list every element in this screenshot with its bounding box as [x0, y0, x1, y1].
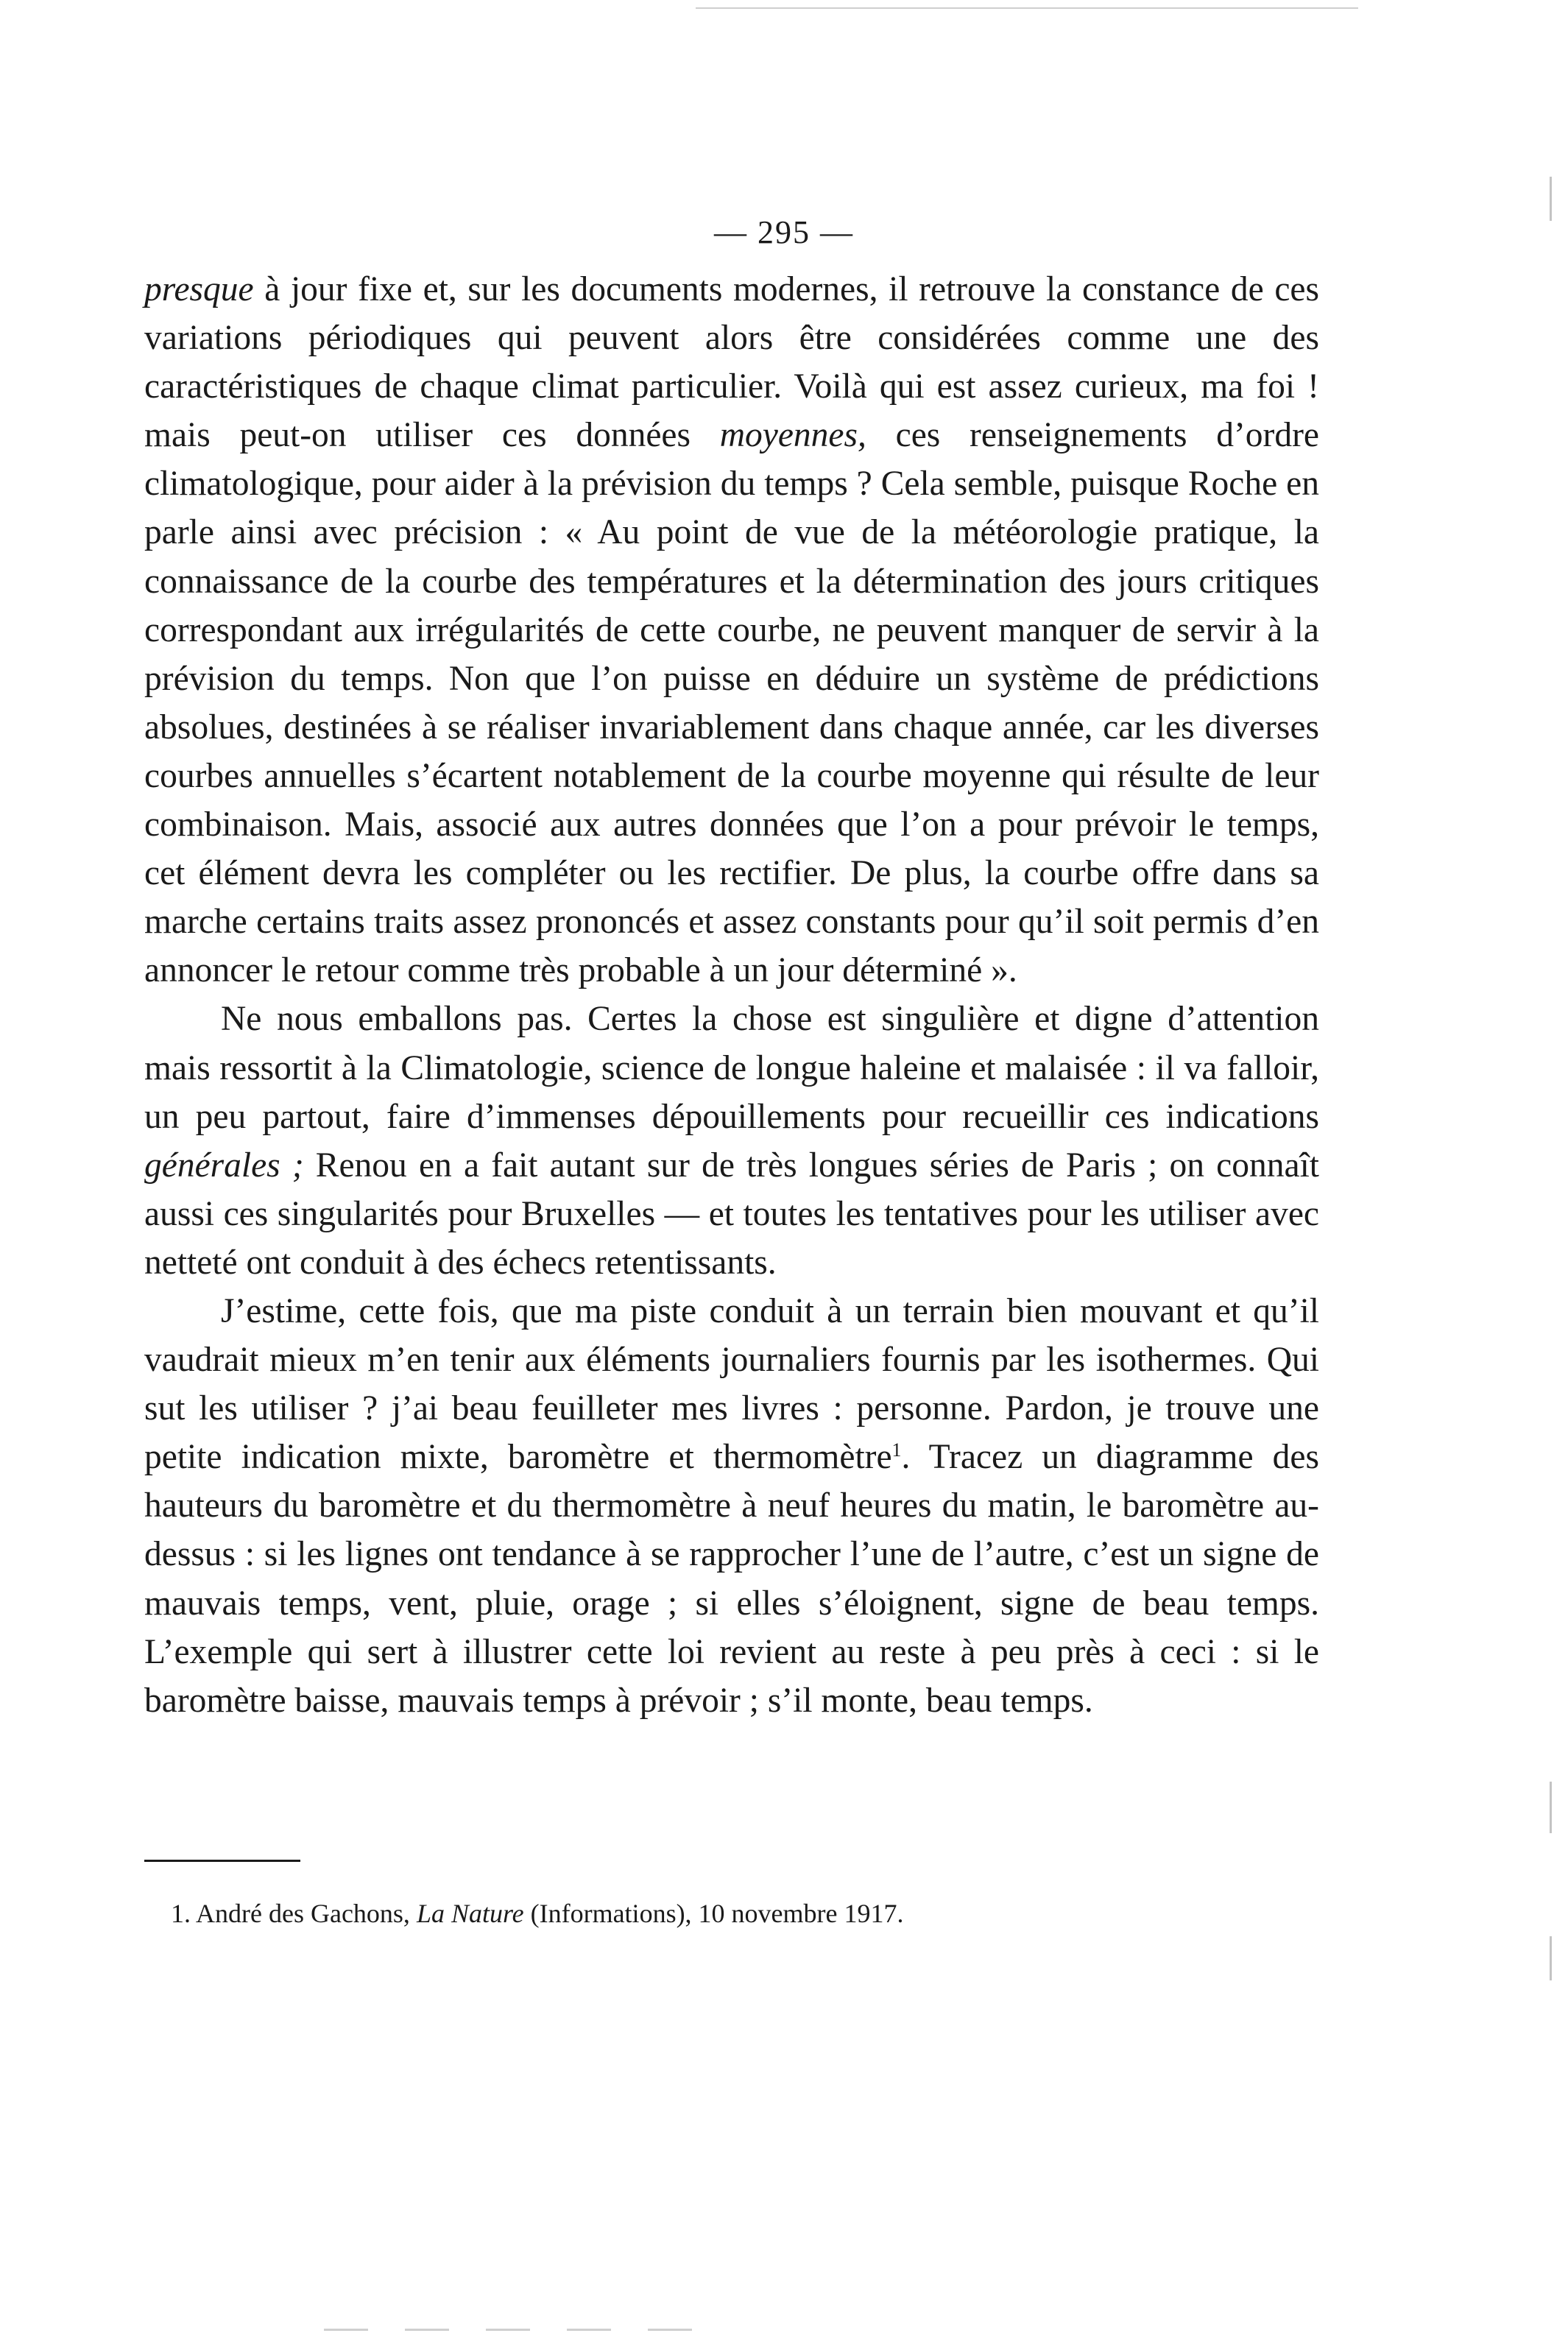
- right-edge-mark: [1550, 1936, 1552, 1980]
- paragraph-3: [144, 1287, 1319, 1725]
- footnote-details: (Informations), 10 novembre 1917.: [523, 1899, 904, 1928]
- paragraph-2: [144, 995, 1319, 1287]
- paragraph-text: Ne nous emballons pas. Certes la chose est singulière et digne d’attention mais ressortit à la Climatologie, science de longue haleine et malaisée : il va falloir, un peu partout, faire d’immenses dépouillements pour recueillir ces indications: [144, 1000, 1319, 1136]
- paragraph-text: Renou en a fait autant sur de très longues séries de Paris ; on connaît aussi ces singularités pour Bruxelles — et toutes les tentatives pour les utiliser avec netteté ont conduit à des échecs retentissants.: [144, 1146, 1319, 1282]
- paragraph-1: [144, 265, 1319, 995]
- page-number: — 295 —: [714, 214, 854, 250]
- paragraph-text: . Tracez un diagramme des hauteurs du baromètre et du thermomètre à neuf heures du matin, le baromètre au-dessus : si les lignes ont tendance à se rapprocher l’une de l’autre, c’est un signe de mauvais temps, vent, pluie, orage ; si elles s’éloignent, signe de beau temps. L’exemple qui sert à illustrer cette loi revient au reste à peu près à ceci : si le baromètre baisse, mauvais temps à prévoir ; s’il monte, beau temps.: [144, 1438, 1319, 1720]
- footnote-marker: 1.: [171, 1899, 191, 1928]
- paragraph-text: ces renseignements d’ordre climatologique, pour aider à la prévision du temps ? Cela semble, puisque Roche en parle ainsi avec précision : « Au point de vue de la météorologie pratique, la connaissance de la courbe des températures et la détermination des jours critiques correspondant aux irrégularités de cette courbe, ne peuvent manquer de servir à la prévision du temps. Non que l’on puisse en déduire un système de prédictions absolues, destinées à se réaliser invariablement dans chaque année, car les diverses courbes annuelles s’écartent notablement de la courbe moyenne qui résulte de leur combinaison. Mais, associé aux autres données que l’on a pour prévoir le temps, cet élément devra les compléter ou les rectifier. De plus, la courbe offre dans sa marche certains traits assez prononcés et assez constants pour qu’il soit permis d’en annoncer le retour comme très probable à un jour déterminé ».: [144, 416, 1319, 990]
- italic-word: moyennes,: [719, 416, 866, 455]
- top-edge-rule: [696, 7, 1358, 9]
- paragraph-text: J’estime, cette fois, que ma piste conduit à un terrain bien mouvant et qu’il vaudrait mieux m’en tenir aux éléments journaliers fournis par les isothermes. Qui sut les utiliser ? j’ai beau feuilleter mes livres : personne. Pardon, je trouve une petite indication mixte, baromètre et thermomètre: [144, 1291, 1319, 1477]
- bottom-edge-marks: [324, 2329, 707, 2331]
- italic-word: presque: [144, 270, 254, 308]
- footnote-title: La Nature: [416, 1899, 524, 1928]
- italic-word: générales ;: [144, 1146, 304, 1185]
- body-text: [144, 265, 1319, 1725]
- paragraph-text: à jour fixe et, sur les documents modernes, il retrouve la constance de ces variations périodiques qui peuvent alors être considérées comme une des caractéristiques de chaque climat particulier. Voilà qui est assez curieux, ma foi ! mais peut-on utiliser ces données: [144, 270, 1319, 455]
- footnote-separator: [144, 1860, 300, 1862]
- right-edge-mark: [1550, 1782, 1552, 1833]
- footnote-reference[interactable]: 1: [891, 1439, 902, 1461]
- footnote-author: André des Gachons,: [191, 1899, 417, 1928]
- footnote: [171, 1896, 1319, 1931]
